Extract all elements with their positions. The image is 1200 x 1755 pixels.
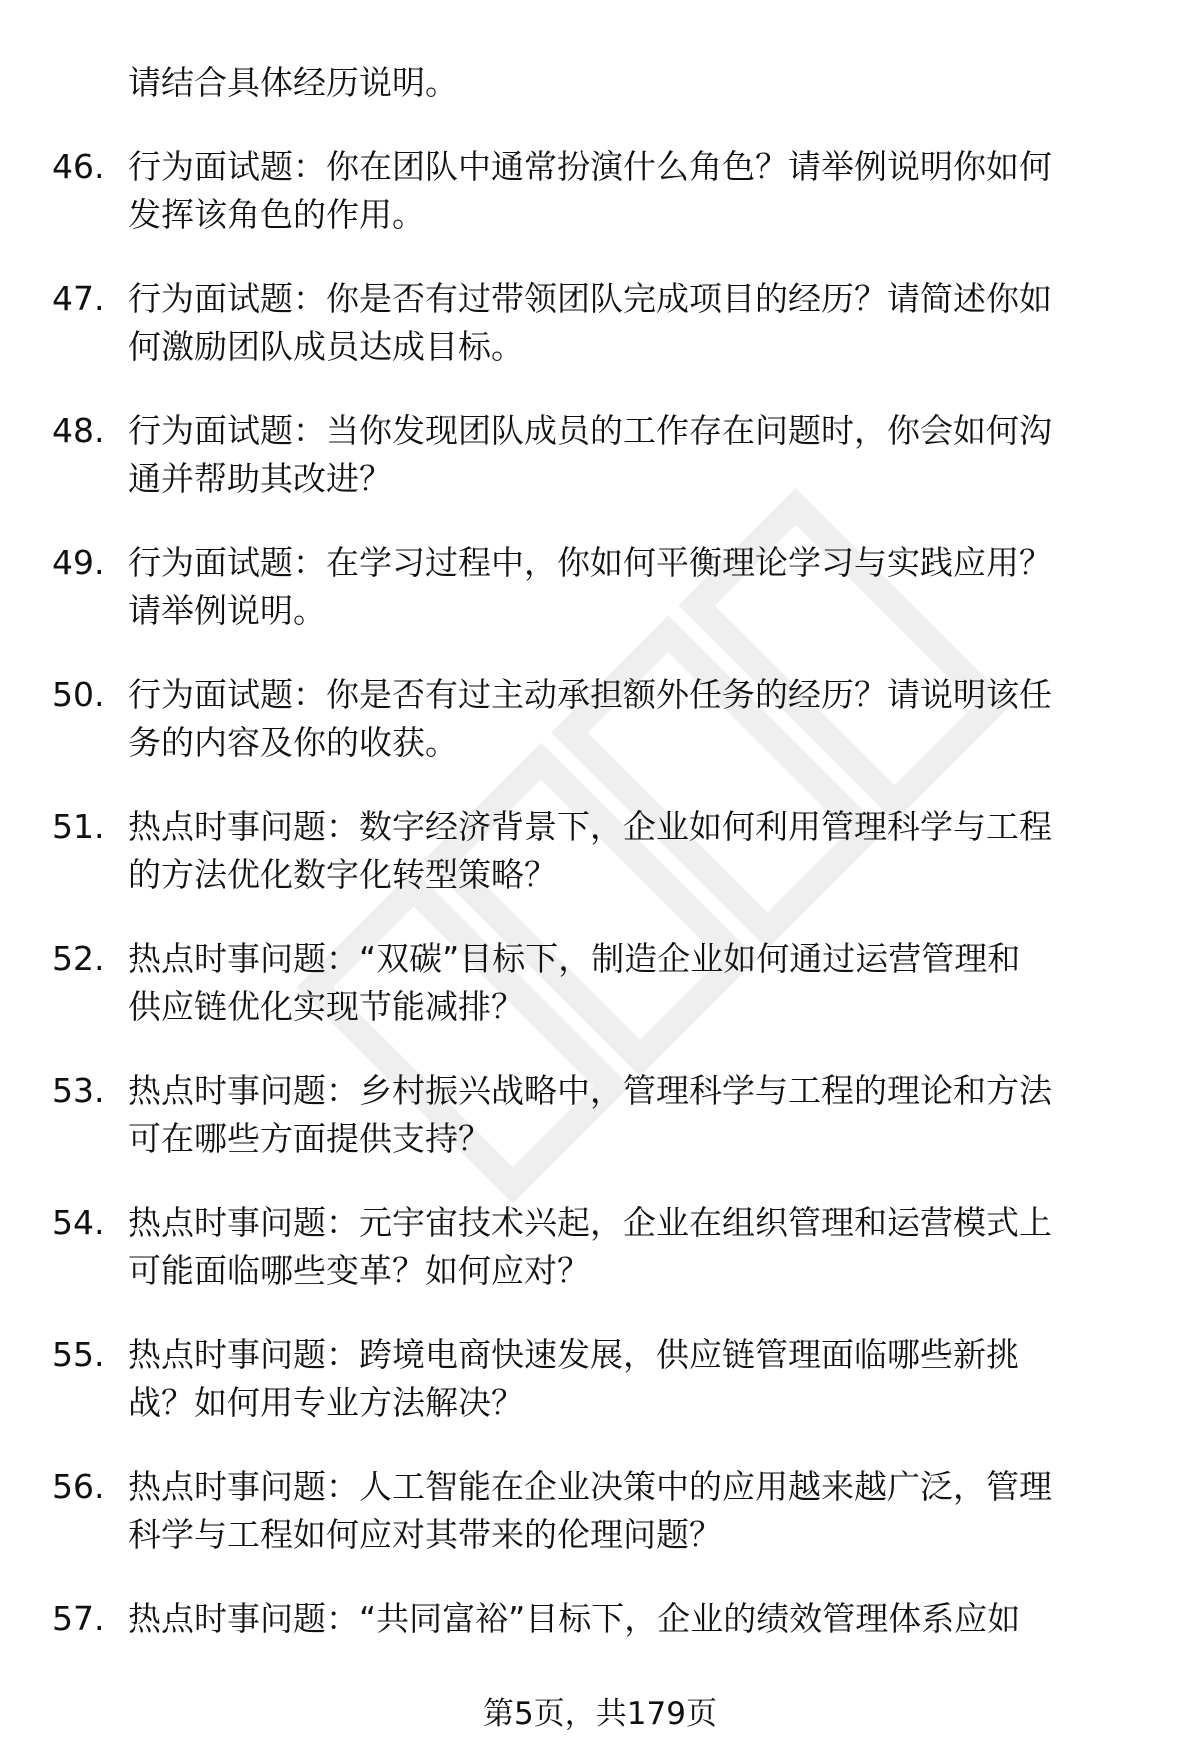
question-number: 56. (52, 1467, 105, 1506)
question-number: 49. (52, 543, 105, 582)
question-text (128, 1067, 1198, 1163)
question-list (52, 143, 1152, 1727)
question-text (128, 1331, 1198, 1427)
question-number: 47. (52, 279, 105, 318)
question-text-line: 可在哪些方面提供支持？ (128, 1119, 491, 1158)
question-text-line: 热点时事问题：乡村振兴战略中，管理科学与工程的理论和方法 (128, 1071, 1052, 1110)
question-text (128, 1199, 1198, 1295)
question-number: 50. (52, 675, 105, 714)
question-text-line: 可能面临哪些变革？如何应对？ (128, 1251, 590, 1290)
question-number: 57. (52, 1599, 105, 1638)
question-item (52, 1463, 1152, 1595)
question-text-line: 的方法优化数字化转型策略？ (128, 855, 557, 894)
question-text-line: 热点时事问题：数字经济背景下，企业如何利用管理科学与工程 (128, 807, 1052, 846)
question-text-line: 行为面试题：你在团队中通常扮演什么角色？请举例说明你如何 (128, 147, 1052, 186)
question-text-line: 热点时事问题：元宇宙技术兴起，企业在组织管理和运营模式上 (128, 1203, 1052, 1242)
question-number: 54. (52, 1203, 105, 1242)
question-text (128, 671, 1198, 767)
question-number: 53. (52, 1071, 105, 1110)
question-text-line: 行为面试题：在学习过程中，你如何平衡理论学习与实践应用？ (128, 543, 1052, 582)
question-text-line: 发挥该角色的作用。 (128, 195, 425, 234)
question-text (128, 407, 1198, 503)
question-text-line: 行为面试题：你是否有过主动承担额外任务的经历？请说明该任 (128, 675, 1052, 714)
question-text (128, 1595, 1198, 1643)
question-item (52, 143, 1152, 275)
continuation-text: 请结合具体经历说明。 (128, 63, 458, 102)
question-text (128, 275, 1198, 371)
question-item (52, 539, 1152, 671)
question-item (52, 407, 1152, 539)
question-text (128, 539, 1198, 635)
question-item (52, 671, 1152, 803)
question-text (128, 935, 1198, 1031)
question-item (52, 1199, 1152, 1331)
question-text-line: 务的内容及你的收获。 (128, 723, 458, 762)
question-text-line: 热点时事问题：跨境电商快速发展，供应链管理面临哪些新挑 (128, 1335, 1019, 1374)
question-text-line: 通并帮助其改进？ (128, 459, 392, 498)
question-number: 46. (52, 147, 105, 186)
question-text-line: 热点时事问题：“共同富裕”目标下，企业的绩效管理体系应如 (128, 1599, 1021, 1638)
question-item (52, 803, 1152, 935)
question-number: 55. (52, 1335, 105, 1374)
question-text-line: 行为面试题：当你发现团队成员的工作存在问题时，你会如何沟 (128, 411, 1052, 450)
question-text-line: 热点时事问题：人工智能在企业决策中的应用越来越广泛，管理 (128, 1467, 1052, 1506)
question-item (52, 275, 1152, 407)
question-text-line: 热点时事问题：“双碳”目标下，制造企业如何通过运营管理和 (128, 939, 1021, 978)
question-text (128, 1463, 1198, 1559)
question-text-line: 战？如何用专业方法解决？ (128, 1383, 524, 1422)
question-number: 48. (52, 411, 105, 450)
question-item (52, 1331, 1152, 1463)
question-text-line: 请举例说明。 (128, 591, 326, 630)
question-item (52, 935, 1152, 1067)
question-text (128, 143, 1198, 239)
question-text-line: 供应链优化实现节能减排？ (128, 987, 524, 1026)
question-text-line: 何激励团队成员达成目标。 (128, 327, 524, 366)
question-item (52, 1067, 1152, 1199)
question-text (128, 803, 1198, 899)
question-number: 52. (52, 939, 105, 978)
question-number: 51. (52, 807, 105, 846)
question-text-line: 行为面试题：你是否有过带领团队完成项目的经历？请简述你如 (128, 279, 1052, 318)
page-footer: 第5页，共179页 (483, 1696, 717, 1732)
question-text-line: 科学与工程如何应对其带来的伦理问题？ (128, 1515, 722, 1554)
